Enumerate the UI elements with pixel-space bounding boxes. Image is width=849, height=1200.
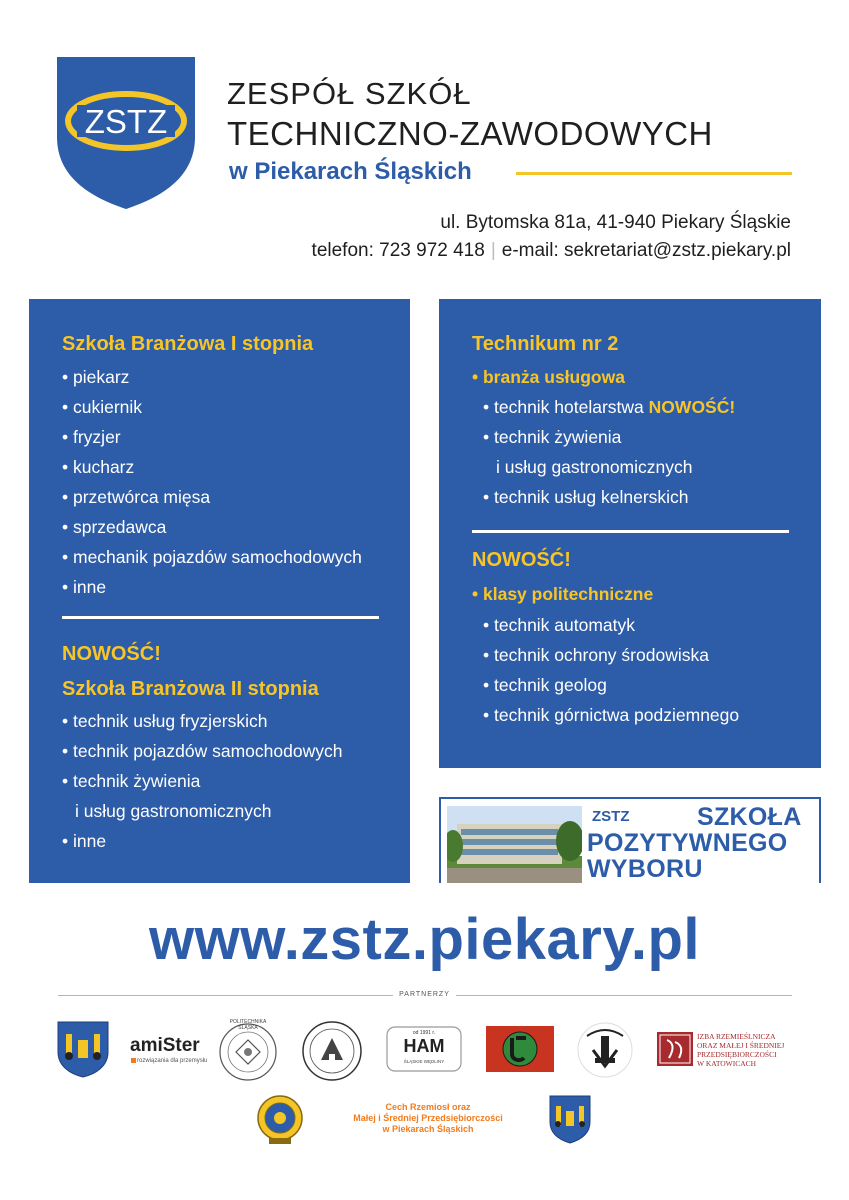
school-title-line2: TECHNICZNO-ZAWODOWYCH: [227, 115, 713, 152]
new-badge-hotel: NOWOŚĆ!: [648, 397, 736, 417]
izba-line4: W KATOWICACH: [697, 1059, 757, 1068]
promo-zstz: ZSTZ: [592, 808, 630, 825]
list-item: • technik ochrony środowiska: [483, 645, 709, 665]
list-item: • mechanik pojazdów samochodowych: [62, 547, 362, 567]
izba-text: [697, 1032, 784, 1068]
list-item: • technik usług kelnerskich: [483, 487, 689, 507]
school-title-line1: ZESPÓŁ SZKÓŁ: [227, 76, 472, 111]
contact-separator: |: [490, 240, 496, 261]
promo-line2: POZYTYWNEGO: [587, 829, 788, 857]
technikum-list: [483, 392, 735, 512]
ham-since: od 1991 r.: [412, 1030, 436, 1036]
list-item: • inne: [62, 831, 107, 851]
technical-school-seal-logo: [301, 1020, 363, 1082]
rzemioslo-logo: [575, 1020, 635, 1080]
technikum-heading: Technikum nr 2: [472, 333, 619, 355]
title-underline: [516, 172, 792, 175]
contact-line: [312, 240, 791, 262]
new-badge-right: NOWOŚĆ!: [472, 549, 571, 571]
ham-subtitle: ŚLĄSKIE WĘDLINY: [403, 1059, 445, 1064]
izba-logo-mark: [657, 1032, 693, 1066]
politechniczne-list: [483, 610, 739, 730]
list-item: • przetwórca mięsa: [62, 487, 211, 507]
polsl-logo: [218, 1022, 278, 1082]
izba-line2: ORAZ MAŁEJ I ŚREDNIEJ: [697, 1041, 785, 1050]
list-item: • inne: [62, 577, 107, 597]
school-location: w Piekarach Śląskich: [229, 158, 472, 185]
izba-line1: IZBA RZEMIEŚLNICZA: [697, 1032, 776, 1041]
list-item: • sprzedawca: [62, 517, 167, 537]
list-item: i usług gastronomicznych: [496, 457, 693, 477]
partners-label: PARTNERZY: [399, 991, 450, 998]
zstz-logo: [57, 57, 195, 209]
promo-line1: SZKOŁA: [697, 803, 802, 831]
piekary-coat-of-arms-2-logo: [548, 1094, 592, 1144]
branzowa-1-heading: Szkoła Branżowa I stopnia: [62, 333, 314, 355]
right-divider: [472, 530, 789, 533]
polsl-text: POLITECHNIKA ŚLĄSKA: [229, 1019, 267, 1031]
list-item: • technik żywienia: [483, 427, 622, 447]
ham-name: HAM: [403, 1036, 445, 1056]
amister-tagline: rozwiązania dla przemysłu: [137, 1058, 208, 1064]
list-item: • technik żywienia: [62, 771, 201, 791]
cech-line3: w Piekarach Śląskich: [382, 1124, 474, 1134]
school-building-photo: [447, 806, 582, 883]
branzowa-1-list: [62, 362, 362, 602]
hotel-item: • technik hotelarstwa: [483, 397, 644, 417]
promo-line3: WYBORU: [587, 855, 703, 883]
website-url[interactable]: www.zstz.piekary.pl: [149, 907, 700, 972]
email-address[interactable]: e-mail: sekretariat@zstz.piekary.pl: [501, 240, 791, 261]
cech-line2: Małej i Średniej Przedsiębiorczości: [353, 1113, 503, 1123]
list-item: • technik automatyk: [483, 615, 636, 635]
list-item: • technik usług fryzjerskich: [62, 711, 268, 731]
list-item: • technik górnictwa podziemnego: [483, 705, 740, 725]
phone-number[interactable]: telefon: 723 972 418: [311, 240, 485, 261]
cech-emblem-logo: [253, 1094, 307, 1146]
left-divider: [62, 616, 379, 619]
cech-line1: Cech Rzemiosł oraz: [385, 1102, 471, 1112]
list-item: • technik pojazdów samochodowych: [62, 741, 343, 761]
piekary-coat-of-arms-logo: [56, 1020, 110, 1078]
izba-line3: PRZEDSIĘBIORCZOŚCI: [697, 1050, 777, 1059]
branzowa-2-list: [62, 706, 342, 856]
amister-square-icon: [131, 1058, 136, 1063]
list-item: • piekarz: [62, 367, 130, 387]
branza-uslugowa: • branża usługowa: [472, 367, 625, 387]
list-item: • cukiernik: [62, 397, 143, 417]
new-badge-left: NOWOŚĆ!: [62, 643, 161, 665]
list-item: i usług gastronomicznych: [75, 801, 272, 821]
rzemioslo-emblem-logo: [486, 1026, 554, 1072]
list-item: • kucharz: [62, 457, 135, 477]
klasy-politechniczne: • klasy politechniczne: [472, 584, 654, 604]
school-address: ul. Bytomska 81a, 41-940 Piekary Śląskie: [440, 212, 791, 233]
list-item: [483, 392, 735, 422]
branzowa-2-heading: Szkoła Branżowa II stopnia: [62, 678, 319, 700]
list-item: • technik geolog: [483, 675, 607, 695]
logo-text: ZSTZ: [84, 103, 168, 140]
amister-logo: amiSter: [130, 1035, 200, 1056]
cech-text: [330, 1102, 526, 1135]
list-item: • fryzjer: [62, 427, 121, 447]
